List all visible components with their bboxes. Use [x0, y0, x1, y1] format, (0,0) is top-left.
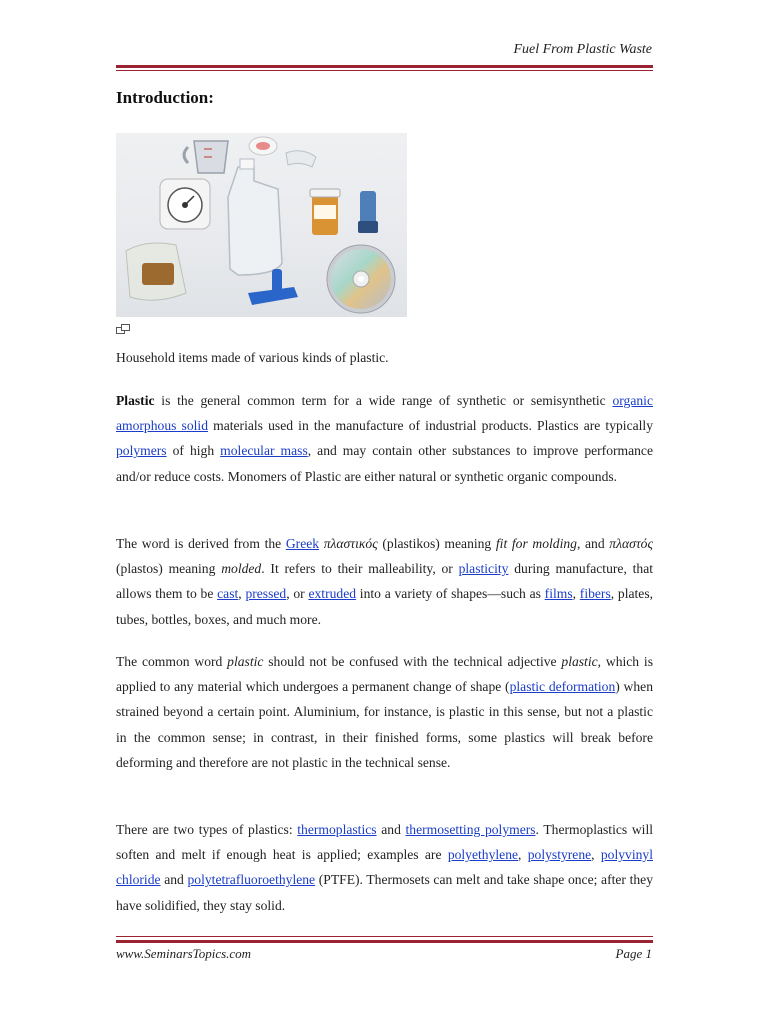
link-plasticity[interactable]: plasticity: [458, 561, 509, 577]
link-pressed[interactable]: pressed: [245, 586, 287, 602]
text-segment: (plastos) meaning: [116, 561, 222, 577]
term-plastic: Plastic: [116, 393, 155, 408]
plastic-items-illustration: [116, 133, 407, 317]
text-segment: materials used in the manufacture of industrial products. Plastics are typically: [208, 418, 653, 434]
link-thermosetting-polymers[interactable]: thermosetting polymers: [405, 822, 536, 837]
section-heading: Introduction:: [116, 88, 214, 107]
footer-website: www.SeminarsTopics.com: [116, 946, 252, 961]
header-rule-thin: [116, 70, 653, 71]
figure-caption: Household items made of various kinds of plastic.: [116, 350, 389, 365]
footer-page-number: Page 1: [615, 946, 652, 961]
text-segment: , or: [286, 586, 309, 602]
italic-segment: πλαστός: [609, 536, 653, 551]
text-segment: , which is applied to any material which undergoes a permanent change of shape (: [116, 654, 654, 695]
text-segment: , and may contain other substances to improve performance and/or reduce costs. Monomers of Plastic are either natural or synthetic organic compounds.: [116, 443, 653, 484]
link-plastic-deformation[interactable]: plastic deformation: [509, 679, 616, 695]
italic-segment: πλαστικός: [319, 536, 378, 551]
link-molecular-mass[interactable]: molecular mass: [220, 443, 308, 459]
link-polyethylene[interactable]: polyethylene: [447, 847, 519, 863]
italic-segment: molded: [221, 561, 262, 577]
link-thermoplastics[interactable]: thermoplastics: [297, 822, 377, 837]
text-segment: The common word: [116, 654, 228, 669]
text-segment: The word is derived from the: [116, 536, 286, 551]
text-segment: and: [376, 822, 406, 837]
link-films[interactable]: films: [544, 586, 573, 602]
text-segment: ,: [572, 586, 580, 602]
text-segment: (PTFE). Thermosets can melt and take shape once; after they have solidified, they stay solid.: [116, 872, 653, 913]
text-segment: ,: [238, 586, 246, 602]
paragraph-plastic-definition: [116, 388, 653, 489]
text-segment: and: [160, 872, 188, 888]
italic-segment: plastic: [227, 654, 264, 669]
text-segment: ,: [591, 847, 601, 863]
text-segment: There are two types of plastics:: [116, 822, 298, 837]
text-segment: of high: [166, 443, 221, 459]
link-organic[interactable]: organic: [612, 393, 653, 408]
plastic-items-photo: [116, 133, 407, 317]
header-rule-thick: [116, 65, 653, 68]
text-segment: . Thermoplastics will soften and melt if enough heat is applied; examples are: [116, 822, 653, 863]
footer-rule-thick: [116, 940, 653, 943]
paragraph-plastic-adjective: [116, 649, 653, 775]
link-polyvinyl-chloride[interactable]: polyvinyl chloride: [116, 847, 653, 888]
link-extruded[interactable]: extruded: [308, 586, 357, 602]
link-amorphous-solid[interactable]: amorphous solid: [116, 418, 208, 434]
link-fibers[interactable]: fibers: [579, 586, 611, 602]
text-segment: should not be confused with the technical adjective: [263, 654, 562, 669]
text-segment: , and: [576, 536, 610, 551]
paragraph-plastic-types: [116, 817, 653, 918]
link-cast[interactable]: cast: [217, 586, 239, 602]
text-segment: (plastikos) meaning: [377, 536, 496, 551]
text-segment: is the general common term for a wide range of synthetic or semisynthetic: [154, 393, 613, 408]
text-segment: , plates, tubes, bottles, boxes, and much more.: [116, 586, 654, 627]
text-segment: ,: [518, 847, 528, 863]
italic-segment: plastic: [561, 654, 598, 669]
image-placeholder-icon: [116, 324, 130, 334]
paragraph-etymology: [116, 531, 653, 632]
text-segment: . It refers to their malleability, or: [261, 561, 459, 577]
italic-segment: fit for molding: [495, 536, 577, 551]
link-polytetrafluoroethylene[interactable]: polytetrafluoroethylene: [187, 872, 316, 888]
link-greek[interactable]: Greek: [285, 536, 320, 551]
text-segment: into a variety of shapes—such as: [356, 586, 545, 602]
header-title: Fuel From Plastic Waste: [513, 42, 652, 57]
link-polystyrene[interactable]: polystyrene: [527, 847, 592, 863]
footer-rule-thin: [116, 936, 653, 937]
link-polymers[interactable]: polymers: [116, 443, 167, 459]
text-segment: during manufacture, that allows them to be: [116, 561, 654, 602]
text-segment: ) when strained beyond a certain point. Aluminium, for instance, is plastic in this sense, but not a plastic in the common sense; in contrast, in their finished forms, some plastics will break before deforming and therefore are not plastic in the technical sense.: [116, 679, 654, 770]
